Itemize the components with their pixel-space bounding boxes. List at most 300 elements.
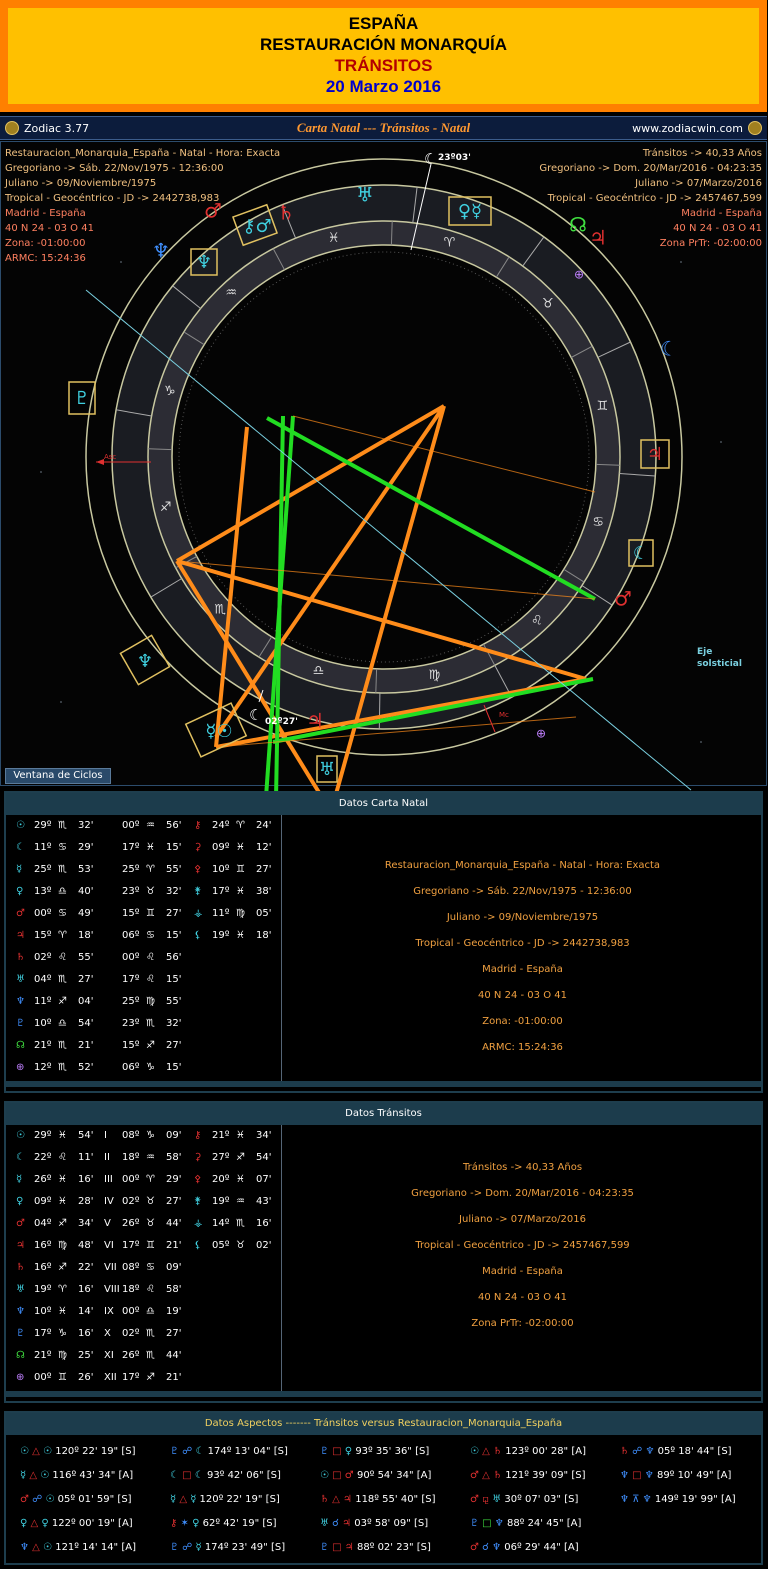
aspect-planet-b: ♃ [344, 1542, 354, 1553]
aspect-planet-b: ☉ [40, 1470, 50, 1481]
aspect-planet-a: ♆ [20, 1542, 29, 1553]
aspect-item [620, 1489, 736, 1511]
planet-glyph: XII [104, 1372, 117, 1383]
minute-value: 27' [78, 974, 94, 985]
aspect-planet-a: ♅ [320, 1518, 329, 1529]
info-line: Tropical - Geocéntrico - JD -> 2457467,599 [547, 193, 762, 204]
sign-glyph: ♈ [58, 930, 67, 941]
sign-glyph: ♓ [146, 842, 155, 853]
aspect-planet-a: ♇ [470, 1518, 479, 1529]
banner-date: 20 Marzo 2016 [325, 77, 442, 96]
cycles-tab[interactable]: Ventana de Ciclos [5, 768, 111, 784]
asc-label: Asc [104, 453, 117, 461]
aspect-planet-a: ♆ [620, 1494, 629, 1505]
sign-glyph: ♌ [146, 974, 155, 985]
aspect-item [470, 1513, 581, 1535]
position-row [6, 1235, 281, 1257]
degree-value: 29º [34, 1130, 52, 1141]
minute-value: 32' [78, 820, 94, 831]
planet-glyph: ⚶ [194, 1218, 203, 1229]
planet-glyph: ☊ [16, 1040, 25, 1051]
info-line: 40 N 24 - 03 O 41 [5, 223, 94, 234]
aspect-item [320, 1513, 428, 1535]
aspect-planet-b: ♀ [344, 1446, 353, 1457]
info-line: Restauracion_Monarquia_España - Natal - Hora: Exacta [384, 860, 661, 871]
aspect-value: 90º 54' 34" [A] [356, 1470, 432, 1481]
degree-value: 06º [122, 930, 140, 941]
aspect-planet-a: ♄ [320, 1494, 329, 1505]
aspect-value: 93º 35' 36" [S] [355, 1446, 430, 1457]
aspect-item [170, 1441, 288, 1463]
info-line: Juliano -> 09/Noviembre/1975 [5, 178, 157, 189]
transit-chiron-icon: ⚷♂ [242, 216, 272, 237]
degree-value: 00º [122, 952, 140, 963]
degree-value: 19º [212, 1196, 230, 1207]
sign-glyph: ♊ [236, 864, 245, 875]
position-row [6, 969, 281, 991]
minute-value: 29' [78, 842, 94, 853]
transit-pluto-icon: ♇ [73, 388, 91, 409]
aspect-value: 123º 00' 28" [A] [505, 1446, 586, 1457]
position-row [6, 1147, 281, 1169]
aspect-planet-b: ☿ [195, 1542, 202, 1553]
sign-glyph: ♉ [146, 1218, 155, 1229]
planet-glyph: X [104, 1328, 111, 1339]
planet-glyph: ♂ [16, 908, 25, 919]
planet-glyph: ☿ [16, 1174, 23, 1185]
axis-label-line2: solsticial [697, 659, 742, 669]
info-line: Zona: -01:00:00 [5, 238, 86, 249]
planet-glyph: ♄ [16, 952, 25, 963]
sign-glyph: ♈ [146, 864, 155, 875]
app-name: Zodiac 3.77 [24, 122, 90, 135]
aspect-item [470, 1441, 586, 1463]
position-row [6, 881, 281, 903]
transit-neptune-2-icon: ♆ [136, 651, 154, 672]
minute-value: 27' [166, 908, 182, 919]
aspect-planet-b: ♄ [493, 1470, 503, 1481]
info-line: Tránsitos -> 40,33 Años [642, 148, 762, 159]
planet-glyph: IV [104, 1196, 114, 1207]
aspect-planet-b: ☾ [194, 1470, 204, 1481]
jupiter-outer-icon: ♃ [589, 225, 607, 250]
degree-value: 17º [34, 1328, 52, 1339]
zodiac-sign-glyph: ♊ [596, 399, 609, 415]
aspect-value: 05º 01' 59" [S] [57, 1494, 132, 1505]
sign-glyph: ♋ [146, 1262, 155, 1273]
sign-glyph: ♉ [236, 1240, 245, 1251]
position-row [6, 859, 281, 881]
position-row [6, 1035, 281, 1057]
degree-value: 21º [34, 1350, 52, 1361]
aspect-symbol: ☍ [182, 1446, 193, 1457]
position-row [6, 815, 281, 837]
sign-glyph: ♒ [236, 1196, 245, 1207]
zodiac-sign-glyph: ♎ [312, 663, 325, 679]
sign-glyph: ♏ [236, 1218, 245, 1229]
planet-glyph: VII [104, 1262, 117, 1273]
info-line: ARMC: 15:24:36 [5, 253, 86, 264]
aspect-symbol: ☌ [482, 1542, 489, 1553]
planet-glyph: ☉ [16, 1130, 25, 1141]
aspect-planet-b: ♆ [644, 1470, 654, 1481]
sign-glyph: ♈ [236, 820, 245, 831]
aspect-planet-a: ♄ [620, 1446, 629, 1457]
info-line: 40 N 24 - 03 O 41 [478, 1292, 567, 1303]
position-row [6, 1125, 281, 1147]
minute-value: 18' [256, 930, 272, 941]
minute-value: 21' [78, 1040, 94, 1051]
aspect-value: 30º 07' 03" [S] [504, 1494, 579, 1505]
degree-value: 26º [34, 1174, 52, 1185]
sign-glyph: ♒ [146, 1152, 155, 1163]
natal-positions-table [6, 815, 282, 1081]
degree-value: 10º [34, 1018, 52, 1029]
aspect-value: 122º 00' 19" [A] [51, 1518, 133, 1529]
aspect-value: 120º 22' 19" [S] [199, 1494, 280, 1505]
sign-glyph: ♏ [146, 1018, 155, 1029]
sign-glyph: ♐ [146, 1040, 155, 1051]
aspect-planet-b: ♀ [192, 1518, 200, 1529]
position-row [6, 1213, 281, 1235]
sign-glyph: ♋ [58, 842, 67, 853]
aspect-value: 88º 02' 23" [S] [356, 1542, 431, 1553]
aspect-planet-b: ♀ [41, 1518, 49, 1529]
minute-value: 16' [78, 1284, 94, 1295]
minute-value: 15' [166, 842, 182, 853]
degree-value: 06º [122, 1062, 140, 1073]
aspect-symbol: □ [632, 1470, 642, 1481]
degree-value: 23º [122, 1018, 140, 1029]
aspect-planet-b: ♃ [342, 1518, 352, 1529]
uranus-outer-icon: ♅ [356, 182, 374, 207]
aspect-planet-a: ♂ [20, 1494, 29, 1505]
aspect-item [620, 1465, 731, 1487]
position-row [6, 1279, 281, 1301]
position-row [6, 1345, 281, 1367]
degree-value: 02º [122, 1196, 140, 1207]
aspect-symbol: △ [30, 1518, 39, 1529]
minute-value: 09' [166, 1262, 182, 1273]
sign-glyph: ♏ [58, 974, 67, 985]
minute-value: 21' [166, 1240, 182, 1251]
sign-glyph: ♍ [58, 1240, 67, 1251]
planet-glyph: ☊ [16, 1350, 25, 1361]
info-line: Madrid - España [482, 1266, 563, 1277]
aspect-item [470, 1537, 579, 1559]
degree-value: 14º [212, 1218, 230, 1229]
aspect-planet-b: ☿ [190, 1494, 197, 1505]
info-line: Juliano -> 07/Marzo/2016 [635, 178, 762, 189]
minute-value: 21' [166, 1372, 182, 1383]
degree-value: 12º [34, 1062, 52, 1073]
info-line: Zona PrTr: -02:00:00 [471, 1318, 574, 1329]
app-url: www.zodiacwin.com [632, 122, 743, 135]
transit-panel-title: Datos Tránsitos [6, 1103, 761, 1125]
minute-value: 25' [78, 1350, 94, 1361]
planet-glyph: ⚷ [194, 820, 202, 831]
aspects-panel [4, 1411, 763, 1565]
transit-moon-degree: 23º03' [438, 153, 471, 163]
degree-value: 15º [34, 930, 52, 941]
info-line: Tropical - Geocéntrico - JD -> 2442738,983 [415, 938, 630, 949]
position-row [6, 1367, 281, 1389]
zodiac-sign-glyph: ♍ [428, 667, 441, 683]
aspect-item [20, 1513, 133, 1535]
sign-glyph: ♒ [146, 820, 155, 831]
minute-value: 24' [256, 820, 272, 831]
sign-glyph: ♍ [236, 908, 245, 919]
aspect-planet-b: ☉ [43, 1542, 53, 1553]
aspect-value: 116º 43' 34" [A] [52, 1470, 134, 1481]
natal-moon-degree: 02º27' [265, 717, 298, 727]
aspect-planet-b: ♆ [645, 1446, 655, 1457]
planet-glyph: ⚸ [194, 930, 202, 941]
aspect-item [320, 1537, 431, 1559]
planet-glyph: IX [104, 1306, 114, 1317]
minute-value: 16' [256, 1218, 272, 1229]
planet-glyph: VI [104, 1240, 114, 1251]
aspect-symbol: ☍ [182, 1542, 193, 1553]
transit-positions-table [6, 1125, 282, 1391]
aspect-value: 89º 10' 49" [A] [656, 1470, 732, 1481]
aspect-item [320, 1489, 436, 1511]
minute-value: 16' [78, 1174, 94, 1185]
aspect-value: 06º 29' 44" [A] [504, 1542, 579, 1553]
info-line: 40 N 24 - 03 O 41 [478, 990, 567, 1001]
minute-value: 54' [78, 1130, 94, 1141]
aspect-planet-b: ♆ [642, 1494, 652, 1505]
info-line: Gregoriano -> Sáb. 22/Nov/1975 - 12:36:00 [5, 163, 224, 174]
degree-value: 25º [34, 864, 52, 875]
planet-glyph: ⚴ [194, 1174, 202, 1185]
minute-value: 16' [78, 1328, 94, 1339]
degree-value: 11º [212, 908, 230, 919]
aspect-value: 88º 24' 45" [A] [506, 1518, 582, 1529]
sign-glyph: ♈ [58, 1284, 67, 1295]
degree-value: 09º [212, 842, 230, 853]
degree-value: 02º [122, 1328, 140, 1339]
planet-glyph: ♃ [16, 1240, 25, 1251]
neptune-outer-icon: ♆ [152, 238, 170, 263]
planet-glyph: ♀ [16, 886, 24, 897]
minute-value: 02' [256, 1240, 272, 1251]
sign-glyph: ♓ [58, 1306, 67, 1317]
planet-glyph: ♅ [16, 974, 25, 985]
zodiac-sign-glyph: ♋ [592, 515, 605, 530]
minute-value: 58' [166, 1284, 182, 1295]
info-line: Restauracion_Monarquia_España - Natal - Hora: Exacta [5, 148, 281, 159]
info-line: Zona: -01:00:00 [482, 1016, 563, 1027]
minute-value: 32' [166, 1018, 182, 1029]
planet-glyph: I [104, 1130, 107, 1141]
position-row [6, 1257, 281, 1279]
sign-glyph: ♐ [58, 1218, 67, 1229]
aspect-item [170, 1513, 277, 1535]
degree-value: 04º [34, 1218, 52, 1229]
minute-value: 15' [166, 974, 182, 985]
aspect-planet-a: ♆ [620, 1470, 629, 1481]
aspect-symbol: ✶ [180, 1518, 189, 1529]
sign-glyph: ♓ [58, 1174, 67, 1185]
fortune-outer-icon: ⊕ [573, 267, 585, 282]
sign-glyph: ♓ [58, 1130, 67, 1141]
minute-value: 07' [256, 1174, 272, 1185]
planet-glyph: ⊕ [16, 1062, 25, 1073]
planet-glyph: ⚶ [194, 908, 203, 919]
degree-value: 17º [122, 1372, 140, 1383]
position-row [6, 1169, 281, 1191]
minute-value: 27' [166, 1040, 182, 1051]
aspect-symbol: △ [332, 1494, 340, 1505]
sign-glyph: ♓ [236, 1174, 245, 1185]
info-line: Gregoriano -> Sáb. 22/Nov/1975 - 12:36:00 [413, 886, 632, 897]
aspect-item [470, 1489, 578, 1511]
degree-value: 04º [34, 974, 52, 985]
zodiac-logo-icon [748, 121, 762, 135]
transit-venus-icon: ♀☿ [457, 201, 483, 222]
minute-value: 09' [166, 1130, 182, 1141]
transit-meta-list [284, 1125, 761, 1337]
aspect-planet-a: ☉ [20, 1446, 29, 1457]
planet-glyph: ☾ [16, 1152, 25, 1163]
fortune-lower-icon: ⊕ [535, 726, 547, 741]
banner-type: TRÁNSITOS [334, 56, 433, 75]
title-banner-inner [8, 8, 759, 104]
planet-glyph: II [104, 1152, 110, 1163]
degree-value: 26º [122, 1350, 140, 1361]
aspect-symbol: △ [482, 1470, 490, 1481]
aspects-grid [6, 1435, 761, 1555]
info-line: 40 N 24 - 03 O 41 [673, 223, 762, 234]
minute-value: 58' [166, 1152, 182, 1163]
degree-value: 02º [34, 952, 52, 963]
sign-glyph: ♐ [58, 996, 67, 1007]
degree-value: 25º [122, 996, 140, 1007]
planet-glyph: ⚵ [194, 886, 202, 897]
planet-glyph: ♇ [16, 1328, 25, 1339]
aspect-item [320, 1465, 431, 1487]
degree-value: 21º [212, 1130, 230, 1141]
degree-value: 00º [122, 820, 140, 831]
aspect-symbol: △ [482, 1446, 490, 1457]
aspect-planet-b: ☾ [195, 1446, 205, 1457]
aspect-planet-a: ☉ [320, 1470, 329, 1481]
sign-glyph: ♏ [146, 1350, 155, 1361]
zodiac-sign-glyph: ♓ [327, 231, 340, 247]
zodiac-sign-glyph: ♌ [530, 613, 543, 629]
aspect-value: 93º 42' 06" [S] [206, 1470, 281, 1481]
aspect-symbol: □ [182, 1470, 192, 1481]
minute-value: 34' [256, 1130, 272, 1141]
minute-value: 18' [78, 930, 94, 941]
sign-glyph: ♓ [58, 1196, 67, 1207]
degree-value: 20º [212, 1174, 230, 1185]
natal-data-panel [4, 791, 763, 1093]
minute-value: 19' [166, 1306, 182, 1317]
degree-value: 11º [34, 996, 52, 1007]
degree-value: 29º [34, 820, 52, 831]
minute-value: 49' [78, 908, 94, 919]
aspect-planet-a: ♂ [470, 1542, 479, 1553]
aspect-symbol: ⚼ [482, 1494, 490, 1505]
planet-glyph: ♅ [16, 1284, 25, 1295]
aspect-planet-b: ♄ [493, 1446, 503, 1457]
transit-moon-icon: ☾ [424, 150, 438, 168]
aspect-symbol: □ [332, 1470, 342, 1481]
degree-value: 00º [122, 1306, 140, 1317]
aspect-symbol: ☍ [632, 1446, 643, 1457]
minute-value: 55' [166, 864, 182, 875]
aspects-panel-title: Datos Aspectos ------- Tránsitos versus Restauracion_Monarquia_España [6, 1413, 761, 1435]
planet-glyph: ⚳ [194, 1152, 202, 1163]
sign-glyph: ♑ [146, 1062, 155, 1073]
chart-area [0, 141, 767, 786]
position-row [6, 1191, 281, 1213]
banner-event: RESTAURACIÓN MONARQUÍA [259, 35, 508, 54]
degree-value: 17º [212, 886, 230, 897]
mc-label: Mc [499, 711, 509, 719]
minute-value: 22' [78, 1262, 94, 1273]
aspect-planet-b: ♂ [344, 1470, 354, 1481]
inner-ring [172, 245, 596, 669]
sign-glyph: ♓ [236, 930, 245, 941]
aspect-planet-a: ♇ [320, 1542, 329, 1553]
sign-glyph: ♎ [146, 1306, 155, 1317]
aspect-item [470, 1465, 586, 1487]
aspect-item [170, 1465, 281, 1487]
sign-glyph: ♌ [146, 952, 155, 963]
sign-glyph: ♌ [58, 952, 67, 963]
zodiac-sign-glyph: ♈ [443, 235, 456, 251]
minute-value: 44' [166, 1350, 182, 1361]
degree-value: 23º [122, 886, 140, 897]
zodiac-sign-glyph: ♑ [163, 384, 176, 399]
aspect-symbol: ⊼ [632, 1494, 640, 1505]
degree-value: 16º [34, 1240, 52, 1251]
sign-glyph: ♈ [146, 1174, 155, 1185]
minute-value: 15' [166, 1062, 182, 1073]
planet-glyph: III [104, 1174, 113, 1185]
planet-glyph: ⚵ [194, 1196, 202, 1207]
mars-lower-icon: ♂ [614, 586, 632, 611]
info-line: Tropical - Geocéntrico - JD -> 2442738,983 [5, 193, 220, 204]
jupiter-lower-icon: ♃ [306, 708, 324, 733]
minute-value: 54' [256, 1152, 272, 1163]
position-row [6, 837, 281, 859]
position-row [6, 991, 281, 1013]
aspect-planet-a: ♂ [470, 1494, 479, 1505]
zodiac-sign-glyph: ♒ [225, 285, 238, 301]
sign-glyph: ♊ [146, 1240, 155, 1251]
degree-value: 13º [34, 886, 52, 897]
info-line: Tránsitos -> 40,33 Años [462, 1162, 583, 1173]
aspect-symbol: △ [29, 1470, 38, 1481]
aspect-value: 62º 42' 19" [S] [202, 1518, 277, 1529]
aspect-symbol: □ [482, 1518, 492, 1529]
aspect-planet-b: ♆ [492, 1542, 502, 1553]
planet-glyph: ♃ [16, 930, 25, 941]
position-row [6, 1323, 281, 1345]
minute-value: 27' [256, 864, 272, 875]
aspect-value: 03º 58' 09" [S] [354, 1518, 429, 1529]
transit-jupiter-icon: ♃ [646, 444, 664, 465]
sign-glyph: ♐ [146, 1372, 155, 1383]
aspect-planet-a: ♇ [170, 1446, 179, 1457]
info-line: Juliano -> 09/Noviembre/1975 [446, 912, 599, 923]
sign-glyph: ♎ [58, 886, 67, 897]
planet-glyph: ☾ [16, 842, 25, 853]
